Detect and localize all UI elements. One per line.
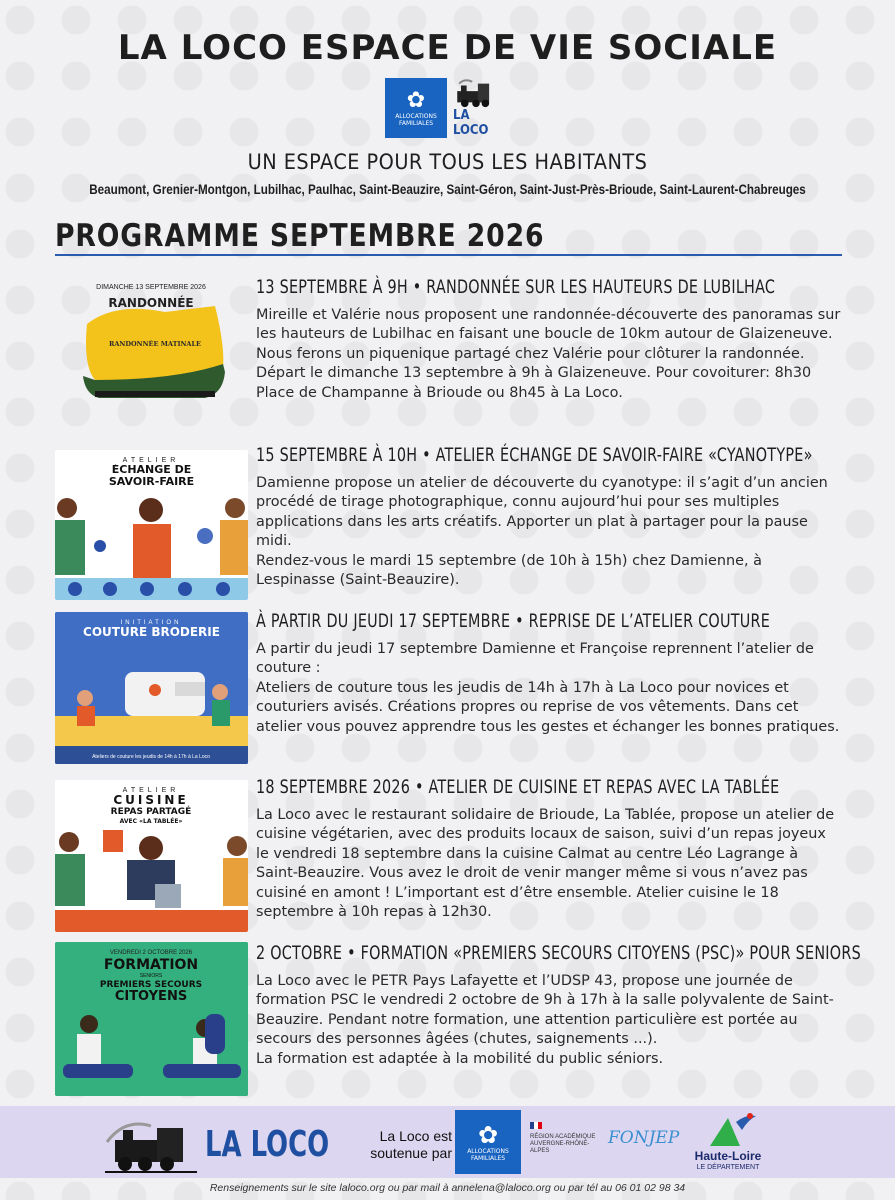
event-paragraph: Ateliers de couture tous les jeudis de 14h à 17h à La Loco pour novices et couturiers avisés. Créations propres ou reprise de vos vêtements. Dans cet atelier vous pouvez apprendre tous les gestes et échanger les bonnes pratiques.	[256, 679, 840, 735]
caf-flower-icon: ✿	[477, 1121, 499, 1149]
event-body	[256, 806, 841, 922]
caf-logo	[455, 1110, 521, 1174]
haute-loire-departement: LE DÉPARTEMENT	[696, 1164, 760, 1171]
event-body	[256, 474, 841, 590]
event-image-label: ÉCHANGE DE SAVOIR-FAIRE	[108, 464, 195, 488]
event-image-top: ATELIER	[122, 787, 180, 794]
event-image-date: DIMANCHE 13 SEPTEMBRE 2026	[96, 284, 206, 291]
la-loco-logo-text: LA LOCO	[453, 108, 489, 138]
event-image-label: CUISINE	[113, 793, 189, 807]
event-title: 13 SEPTEMBRE À 9H • RANDONNÉE SUR LES HAUTEURS DE LUBILHAC	[256, 276, 776, 298]
sponsors-footer	[0, 1106, 895, 1178]
event-image-top: ATELIER	[122, 457, 180, 464]
haute-loire-name: Haute-Loire	[694, 1149, 762, 1163]
event-paragraph: Départ le dimanche 13 septembre à 9h à Glaizeneuve. Pour covoiturer: 8h30 Place de Champanne à Brioude ou 8h45 à La Loco.	[256, 365, 812, 401]
event-title: À PARTIR DU JEUDI 17 SEPTEMBRE • REPRISE DE L’ATELIER COUTURE	[256, 610, 771, 632]
event-image-cuisine	[55, 780, 248, 932]
event-image-tag: CITOYENS	[114, 989, 188, 1004]
heading-divider	[55, 254, 842, 256]
event-image-tag: RANDONNÉE MATINALE	[108, 340, 202, 348]
caf-logo-text: ALLOCATIONS FAMILIALES	[395, 113, 437, 127]
event-paragraph: Damienne propose un atelier de découverte du cyanotype: il s’agit d’un ancien procédé de tirage photographique, connu aujourd’hui pour ses multiples applications dans les arts créatifs. Apporter un plat à partager pour la pause midi.	[256, 475, 828, 550]
caf-logo	[385, 78, 447, 138]
event-paragraph: La Loco avec le PETR Pays Lafayette et l’UDSP 43, propose une journée de formation PSC le vendredi 2 octobre de 9h à 17h à la salle polyvalente de Saint-Beauzire. Pendant notre formation, une attention particulière est portée au secours des personnes âgées (chutes, saignements ...).	[256, 973, 834, 1048]
event-image-cyanotype	[55, 450, 248, 600]
region-text: RÉGION ACADÉMIQUE AUVERGNE-RHÔNE-ALPES	[530, 1134, 596, 1154]
event-paragraph: Mireille et Valérie nous proposent une randonnée-découverte des panoramas sur les hauteurs de Lubilhac en faisant une boucle de 10km autour de Glaizeneuve. Nous ferons un piquenique partagé chez Valérie pour clôturer la randonnée.	[256, 307, 841, 362]
event-paragraph: A partir du jeudi 17 septembre Damienne et Françoise reprennent l’atelier de couture :	[256, 641, 814, 677]
event-title: 15 SEPTEMBRE À 10H • ATELIER ÉCHANGE DE SAVOIR-FAIRE «CYANOTYPE»	[256, 444, 813, 466]
haute-loire-mark-icon	[700, 1112, 760, 1148]
event-image-top: VENDREDI 2 OCTOBRE 2026	[109, 950, 193, 956]
french-flag-icon	[530, 1122, 542, 1129]
event-body	[256, 640, 841, 737]
event-image-top: INITIATION	[120, 620, 182, 626]
header-logos	[385, 78, 499, 138]
hiking-boot-illustration	[55, 276, 248, 426]
sewing-illustration	[55, 612, 248, 764]
event-paragraph: La formation est adaptée à la mobilité du public séniors.	[256, 1050, 664, 1067]
la-loco-logo	[453, 78, 499, 138]
region-academique-logo	[530, 1122, 604, 1155]
event-image-randonnee	[55, 276, 248, 426]
la-loco-wordmark: LA LOCO	[205, 1124, 330, 1165]
event-image-label: COUTURE BRODERIE	[83, 626, 220, 639]
subtitle: UN ESPACE POUR TOUS LES HABITANTS	[247, 150, 648, 174]
first-aid-illustration	[55, 942, 248, 1096]
event-image-label: RANDONNÉE	[108, 296, 194, 310]
programme-heading: PROGRAMME SEPTEMBRE 2026	[55, 218, 545, 254]
supported-by-text: La Loco est soutenue par	[370, 1128, 452, 1161]
main-title: LA LOCO ESPACE DE VIE SOCIALE	[117, 28, 778, 68]
event-body	[256, 972, 841, 1069]
event-image-label: FORMATION	[103, 957, 199, 973]
communes-list: Beaumont, Grenier-Montgon, Lubilhac, Paulhac, Saint-Beauzire, Saint-Géron, Saint-Just-Près-Brioude, Saint-Laurent-Chabreuges	[89, 182, 806, 197]
event-paragraph: Rendez-vous le mardi 15 septembre (de 10h à 15h) chez Damienne, à Lespinasse (Saint-Beauzire).	[256, 552, 762, 589]
event-image-seniors: SENIORS	[139, 973, 163, 979]
event-title: 18 SEPTEMBRE 2026 • ATELIER DE CUISINE ET REPAS AVEC LA TABLÉE	[256, 776, 780, 798]
event-image-couture	[55, 612, 248, 764]
fonjep-logo: FONJEP	[608, 1128, 680, 1148]
event-paragraph: La Loco avec le restaurant solidaire de Brioude, La Tablée, propose un atelier de cuisine végétarien, avec des produits locaux de saison, suivi d’un repas joyeux le vendredi 18 septembre dans la cuisine Calmat au centre Léo Lagrange à Saint-Beauzire. Vous avez le droit de venir manger même si vous n’avez pas cuisiné en amont ! L’important est d’être ensemble. Atelier cuisine le 18 septembre à 10h repas à 12h30.	[256, 807, 835, 921]
event-image-tag: AVEC «LA TABLÉE»	[119, 818, 183, 825]
caf-flower-icon: ✿	[406, 88, 426, 113]
event-image-caption: Ateliers de couture les jeudis de 14h à 17h à La Loco	[92, 754, 210, 760]
event-image-premiers-secours	[55, 942, 248, 1096]
train-icon	[105, 1112, 197, 1174]
train-icon	[454, 78, 498, 108]
contact-info: Renseignements sur le site laloco.org ou par mail à annelena@laloco.org ou par tél au 06 01 02 98 34	[209, 1182, 686, 1194]
event-image-sub: REPAS PARTAGÉ	[110, 807, 192, 817]
event-image-sub: PREMIERS SECOURS	[99, 980, 203, 990]
event-body	[256, 306, 841, 403]
cooking-illustration	[55, 780, 248, 932]
caf-logo-text: ALLOCATIONS FAMILIALES	[467, 1148, 509, 1162]
craft-workshop-illustration	[55, 450, 248, 600]
event-title: 2 OCTOBRE • FORMATION «PREMIERS SECOURS CITOYENS (PSC)» POUR SENIORS	[256, 942, 861, 964]
